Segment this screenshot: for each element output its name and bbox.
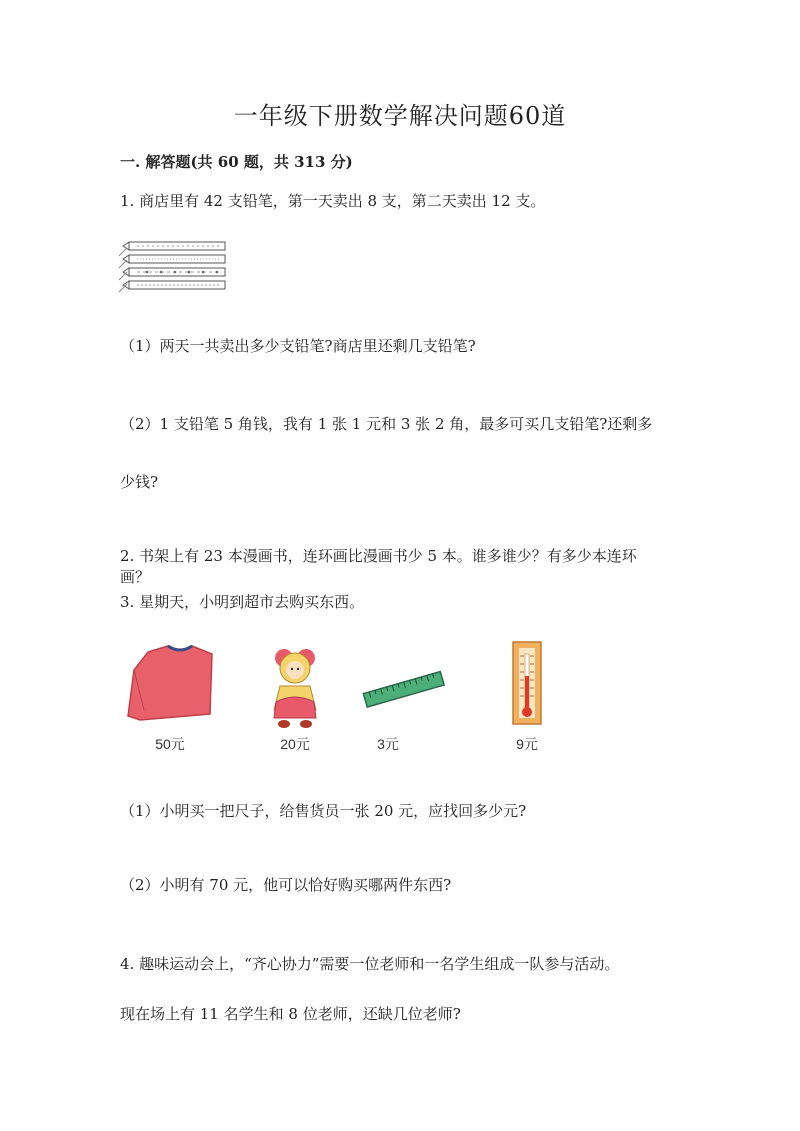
question-1-part-2-line-2: 少钱? [120,473,159,491]
question-1-part-2-line-1: （2）1 支铅笔 5 角钱，我有 1 张 1 元和 3 张 2 角，最多可买几支铅笔?还剩多 [120,415,653,433]
question-2-line-1: 2. 书架上有 23 本漫画书，连环画比漫画书少 5 本。谁多谁少？有多少本连环 [120,547,637,565]
question-3-part-1: （1）小明买一把尺子，给售货员一张 20 元，应找回多少元? [120,802,527,820]
section-heading: 一. 解答题(共 60 题，共 313 分) [120,153,353,171]
shirt-icon [120,640,220,730]
question-3-stem: 3. 星期天，小明到超市去购买东西。 [120,593,365,611]
question-4-line-1: 4. 趣味运动会上，“齐心协力”需要一位老师和一名学生组成一队参与活动。 [120,955,620,973]
doll-price: 20元 [280,736,310,752]
ruler-item [360,640,460,760]
shirt-price: 50元 [155,736,185,752]
doll-icon [250,640,350,730]
ruler-price: 3元 [377,736,399,752]
question-4-line-2: 现在场上有 11 名学生和 8 位老师，还缺几位老师? [120,1005,461,1023]
shop-items [120,640,560,760]
thermometer-item [485,640,585,760]
pencils-illustration [117,238,229,296]
question-3-part-2: （2）小明有 70 元，他可以恰好购买哪两件东西? [120,876,452,894]
thermometer-icon [485,640,585,730]
question-2-line-2: 画？ [120,568,151,586]
question-1-part-1: （1）两天一共卖出多少支铅笔?商店里还剩几支铅笔? [120,337,476,355]
page-title: 一年级下册数学解决问题60道 [233,102,567,130]
thermometer-price: 9元 [516,736,538,752]
shirt-item [120,640,220,760]
question-1-stem: 1. 商店里有 42 支铅笔，第一天卖出 8 支，第二天卖出 12 支。 [120,192,546,210]
ruler-icon [360,640,460,730]
doll-item [250,640,350,760]
